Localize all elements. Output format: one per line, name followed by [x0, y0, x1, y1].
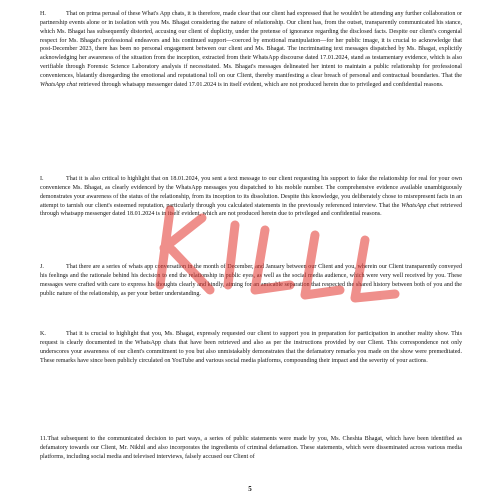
paragraph-text-end: retrieved through whatsapp messenger dated 17.01.2024 is in itself evident, which are not produced herein due to privileged and confidential reasons. [77, 81, 444, 88]
paragraph-label: J. [40, 264, 44, 270]
paragraph-k [40, 330, 462, 365]
paragraph-label: H. [40, 11, 46, 17]
paragraph-text: That on prima perusal of these What's App chats, it is therefore, made clear that our client had expressed that he wouldn't be attending any further collaboration or partnership events alone or in isolation with you Ms. Bhagat considering the nature of relationship. Our client has, from the outset, transparently communicated his stance, which Ms. Bhagat has subsequently distorted, accusing our client of duplicity, under the pretense of ignorance regarding the disclosed facts. Despite our client's congenial respect for Ms. Bhagat's professional endeavors and his continued support—coerced by emotional manipulation—for her public image, it is crucial to acknowledge that post-December 2023, there has been no personal engagement between our client and Ms. Bhagat. The incriminating text messages dispatched by Ms. Bhagat, explicitly acknowledging her awareness of the situation from the inception, extracted from their WhatsApp discourse dated 17.01.2024, stand as testamentary evidence, which is also verifiable through Forensic Science Laboratory analysis if necessitated. Ms. Bhagat's messages delineated her intent to maintain a public relationship for professional conveniences, blatantly disregarding the emotional and reputational toll on our Client, thereby manifesting a clear breach of personal and contractual boundaries. That the [40, 11, 462, 79]
paragraph-text: That there are a series of whats app conversation in the month of December, and January between our Client and you, wherein our Client transparently conveyed his feelings and the rationale behind his decision to end the relationship in public eyes, as well as the social media audience, which were very well received by you. These messages were crafted with care to express his thoughts clearly and kindly, aiming for an amicable separation that respected the shared history between both of you and the public nature of the relationship, as per your better understanding. [40, 264, 462, 297]
paragraph-h [40, 10, 462, 90]
paragraph-text-end: retrieved through whatsapp messenger dated 18.01.2024 is in itself evident, which are not produced herein due to privileged and confidential reasons. [40, 202, 462, 218]
page-number: 5 [248, 485, 252, 493]
paragraph-italic: WhatsApp chat [401, 202, 439, 209]
paragraph-label: I. [40, 176, 44, 182]
paragraph-11 [40, 435, 462, 462]
paragraph-text: That it is also critical to highlight that on 18.01.2024, you sent a text message to our client requesting his support to fake the relationship for real for your own convenience Ms. Bhagat, as clearly evidenced by the WhatsApp messages you dispatched to his mobile number. The comprehensive evidence available unambiguously demonstrates your awareness of the status of the relationship, from its inception to its dissolution. Despite this knowledge, you deliberately chose to misrepresent facts in an attempt to tarnish our client's esteemed reputation, particularly through you calculated statements in the previously referenced interview. That the [40, 176, 462, 209]
paragraph-italic: WhatsApp chat [40, 81, 78, 88]
paragraph-i [40, 175, 462, 219]
paragraph-text: That it is crucial to highlight that you, Ms. Bhagat, expressly requested our client to support you in preparation for participation in another reality show. This request is clearly documented in the WhatsApp chats that have been retrieved and also as per the instructions provided by our Client. This correspondence not only underscores your awareness of our client's commitment to you but also unmistakably demonstrates that the defamatory remarks you made on the show were premeditated. These remarks have since been publicly circulated on YouTube and various social media platforms, compounding their impact and the severity of your actions. [40, 331, 462, 364]
paragraph-label: K. [40, 331, 46, 337]
paragraph-j [40, 263, 462, 298]
paragraph-text: 11.That subsequent to the communicated decision to part ways, a series of public statements were made by you, Ms. Cheshta Bhagat, which have been identified as defamatory towards our Client, Mr. Nikhil and also incorporates the ingredients of criminal defamation. These statements, which were disseminated across various media platforms, including social media and televised interviews, falsely accused our Client of [40, 436, 462, 460]
